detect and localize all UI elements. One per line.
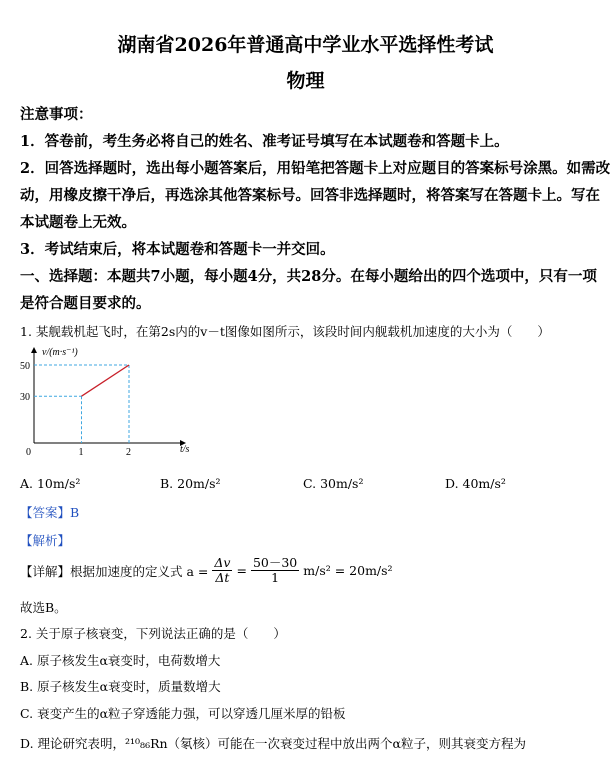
exam-title: 湖南省2026年普通高中学业水平选择性考试 <box>117 34 494 56</box>
answer-label: 【答案】B <box>20 505 80 520</box>
q1-option-d[interactable]: D. 40m/s² <box>445 476 506 491</box>
frac2-numerator: 50－30 <box>252 555 298 570</box>
notice-item-3: 3．考试结束后，将本试题卷和答题卡一并交回。 <box>20 241 335 258</box>
frac1-denominator: Δt <box>215 570 230 585</box>
notice-item-2-end: 本试题卷上无效。 <box>20 214 136 231</box>
section-heading-line1: 一、选择题：本题共7小题，每小题4分，共28分。在每小题给出的四个选项中，只有一项 <box>20 268 597 285</box>
notice-item-2-cont: 动，用橡皮擦干净后，再选涂其他答案标号。回答非选择题时，将答案写在答题卡上。写在 <box>20 187 600 204</box>
equals-sign: = <box>236 563 247 578</box>
x-axis-label: t/s <box>180 444 190 455</box>
q2-option-c[interactable]: C. 衰变产生的α粒子穿透能力强，可以穿透几厘米厚的铅板 <box>20 706 346 721</box>
q2-option-b[interactable]: B. 原子核发生α衰变时，质量数增大 <box>20 679 221 694</box>
q2-option-d[interactable]: D. 理论研究表明，²¹⁰₈₆Rn（氡核）可能在一次衰变过程中放出两个α粒子，则其衰变方程为 <box>20 736 526 751</box>
frac1-numerator: Δv <box>214 555 231 570</box>
notice-heading: 注意事项： <box>20 106 93 123</box>
question-2-stem: 2. 关于原子核衰变，下列说法正确的是（ ） <box>20 626 286 641</box>
q1-option-c[interactable]: C. 30m/s² <box>303 476 364 491</box>
analysis-label: 【解析】 <box>20 533 71 548</box>
y-axis-label: v/(m·s⁻¹) <box>42 347 78 358</box>
x-tick-label-0: 0 <box>26 447 31 458</box>
detail-line <box>20 556 393 585</box>
section-heading-line2: 是符合题目要求的。 <box>20 295 151 312</box>
subject-title: 物理 <box>286 70 325 92</box>
detail-result: m/s² = 20m/s² <box>303 563 393 578</box>
vt-chart-svg <box>20 340 200 465</box>
x-tick-label-2: 2 <box>126 447 131 458</box>
q1-option-a[interactable]: A. 10m/s² <box>20 476 81 491</box>
notice-item-2: 2．回答选择题时，选出每小题答案后，用铅笔把答题卡上对应题目的答案标号涂黑。如需改 <box>20 160 611 177</box>
y-tick-label-50: 50 <box>20 361 30 372</box>
vt-chart <box>20 340 200 465</box>
q1-option-b[interactable]: B. 20m/s² <box>160 476 221 491</box>
fraction-values <box>251 556 299 585</box>
conclusion: 故选B。 <box>20 600 67 615</box>
frac2-denominator: 1 <box>271 570 280 585</box>
velocity-series-line <box>82 365 130 396</box>
y-tick-label-30: 30 <box>20 392 30 404</box>
fraction-dv-dt <box>212 556 232 585</box>
question-1-stem: 1. 某舰载机起飞时，在第2s内的v－t图像如图所示，该段时间内舰载机加速度的大小为（ ） <box>20 324 550 339</box>
x-tick-label-1: 1 <box>78 447 84 458</box>
q2-option-a[interactable]: A. 原子核发生α衰变时，电荷数增大 <box>20 653 221 668</box>
detail-prefix: 【详解】根据加速度的定义式 a = <box>20 563 209 579</box>
notice-item-1: 1．答卷前，考生务必将自己的姓名、准考证号填写在本试题卷和答题卡上。 <box>20 133 509 150</box>
